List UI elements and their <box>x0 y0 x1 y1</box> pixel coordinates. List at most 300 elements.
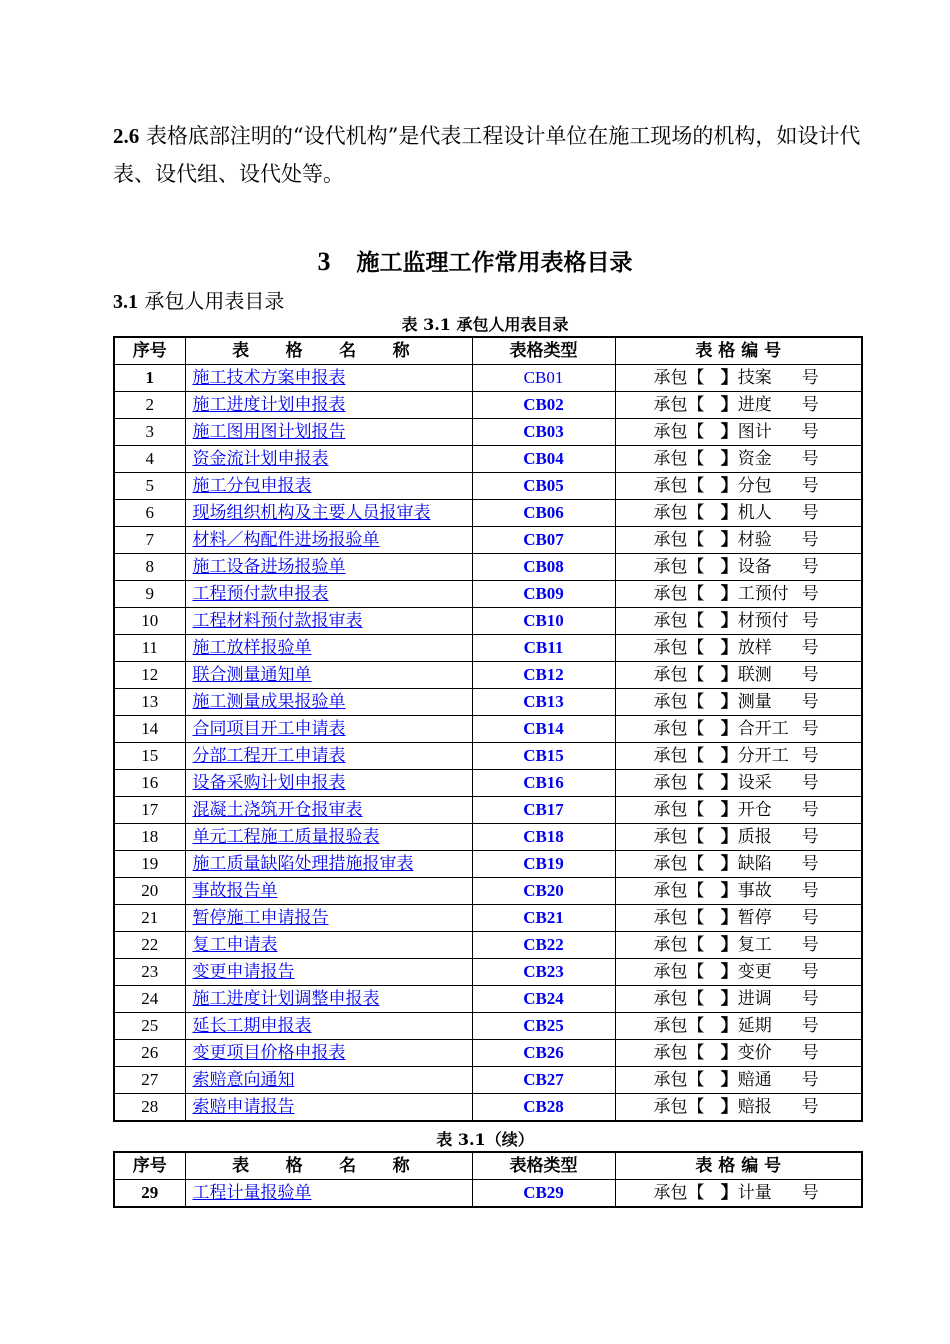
form-code <box>615 392 862 419</box>
row-name-cell <box>185 500 472 527</box>
code-suffix: 号 <box>801 800 819 820</box>
code-abbr: 赔报 <box>737 1097 772 1117</box>
code-abbr: 图计 <box>737 422 772 442</box>
form-name-link[interactable]: 施工测量成果报验单 <box>192 692 346 712</box>
form-type: CB22 <box>472 932 615 959</box>
form-name-link[interactable]: 单元工程施工质量报验表 <box>192 827 380 847</box>
code-bracket: 】 <box>720 422 738 442</box>
code-suffix: 号 <box>801 476 819 496</box>
table-row <box>114 689 862 716</box>
row-number: 7 <box>114 527 185 554</box>
code-bracket: 】 <box>720 638 738 658</box>
code-prefix: 承包【 <box>653 1043 705 1063</box>
table-row <box>114 797 862 824</box>
code-prefix: 承包【 <box>653 719 705 739</box>
code-prefix: 承包【 <box>653 800 705 820</box>
paragraph-2-6 <box>113 117 863 193</box>
code-bracket: 】 <box>720 395 738 415</box>
code-abbr: 联测 <box>737 665 772 685</box>
form-name-link[interactable]: 施工进度计划调整申报表 <box>192 989 380 1009</box>
table-caption: 表 3.1 承包人用表目录 <box>401 315 569 334</box>
row-name-cell <box>185 1094 472 1122</box>
table-row <box>114 419 862 446</box>
code-suffix: 号 <box>801 854 819 874</box>
subsection-number: 3.1 <box>113 291 138 313</box>
code-suffix: 号 <box>801 746 819 766</box>
code-abbr: 事故 <box>737 881 772 901</box>
code-prefix: 承包【 <box>653 908 705 928</box>
row-name-cell <box>185 932 472 959</box>
code-prefix: 承包【 <box>653 773 705 793</box>
form-type: CB23 <box>472 959 615 986</box>
form-name-link[interactable]: 施工分包申报表 <box>192 476 312 496</box>
row-name-cell <box>185 797 472 824</box>
code-suffix: 号 <box>801 908 819 928</box>
form-code <box>615 1067 862 1094</box>
section-heading <box>0 244 950 277</box>
header-name: 表 格 名 称 <box>185 337 472 365</box>
row-name-cell <box>185 878 472 905</box>
code-prefix: 承包【 <box>653 557 705 577</box>
form-name-link[interactable]: 合同项目开工申请表 <box>192 719 346 739</box>
row-name-cell <box>185 959 472 986</box>
form-code <box>615 662 862 689</box>
code-abbr: 变价 <box>737 1043 772 1063</box>
code-prefix: 承包【 <box>653 1183 705 1203</box>
table-row <box>114 1180 862 1208</box>
form-type: CB24 <box>472 986 615 1013</box>
row-number: 10 <box>114 608 185 635</box>
table-header-row <box>114 1152 862 1180</box>
code-bracket: 】 <box>720 692 738 712</box>
form-name-link[interactable]: 索赔申请报告 <box>192 1097 295 1117</box>
row-name-cell <box>185 527 472 554</box>
form-type: CB27 <box>472 1067 615 1094</box>
row-name-cell <box>185 905 472 932</box>
code-bracket: 】 <box>720 611 738 631</box>
form-name-link[interactable]: 设备采购计划申报表 <box>192 773 346 793</box>
form-code <box>615 770 862 797</box>
code-bracket: 】 <box>720 773 738 793</box>
table-row <box>114 851 862 878</box>
code-bracket: 】 <box>720 962 738 982</box>
row-number: 28 <box>114 1094 185 1122</box>
code-abbr: 复工 <box>737 935 772 955</box>
code-bracket: 】 <box>720 1183 738 1203</box>
header-code: 表 格 编 号 <box>615 1152 862 1180</box>
code-prefix: 承包【 <box>653 449 705 469</box>
form-name-link[interactable]: 施工质量缺陷处理措施报审表 <box>192 854 414 874</box>
form-code <box>615 1013 862 1040</box>
code-abbr: 分包 <box>737 476 772 496</box>
form-type: CB08 <box>472 554 615 581</box>
table-row <box>114 1094 862 1122</box>
form-code <box>615 1040 862 1067</box>
code-abbr: 放样 <box>737 638 772 658</box>
form-code <box>615 1180 862 1208</box>
row-number: 14 <box>114 716 185 743</box>
contractor-forms-table <box>113 336 863 1122</box>
row-number: 24 <box>114 986 185 1013</box>
code-prefix: 承包【 <box>653 935 705 955</box>
form-name-link[interactable]: 延长工期申报表 <box>192 1016 312 1036</box>
table-row <box>114 392 862 419</box>
code-bracket: 】 <box>720 854 738 874</box>
form-type: CB04 <box>472 446 615 473</box>
code-prefix: 承包【 <box>653 530 705 550</box>
code-suffix: 号 <box>801 584 819 604</box>
code-bracket: 】 <box>720 719 738 739</box>
form-name-link[interactable]: 施工进度计划申报表 <box>192 395 346 415</box>
table-row <box>114 500 862 527</box>
code-suffix: 号 <box>801 1097 819 1117</box>
code-prefix: 承包【 <box>653 422 705 442</box>
table-row <box>114 932 862 959</box>
row-name-cell <box>185 824 472 851</box>
code-suffix: 号 <box>801 692 819 712</box>
row-number: 1 <box>114 365 185 392</box>
table-row <box>114 770 862 797</box>
form-name-link[interactable]: 工程材料预付款报审表 <box>192 611 363 631</box>
form-name-link[interactable]: 联合测量通知单 <box>192 665 312 685</box>
code-suffix: 号 <box>801 935 819 955</box>
code-bracket: 】 <box>720 827 738 847</box>
row-number: 25 <box>114 1013 185 1040</box>
row-name-cell <box>185 635 472 662</box>
code-abbr: 材验 <box>737 530 772 550</box>
form-type: CB02 <box>472 392 615 419</box>
form-type: CB20 <box>472 878 615 905</box>
code-abbr: 工预付 <box>737 584 789 604</box>
code-bracket: 】 <box>720 908 738 928</box>
code-suffix: 号 <box>801 530 819 550</box>
form-name-link[interactable]: 分部工程开工申请表 <box>192 746 346 766</box>
code-bracket: 】 <box>720 557 738 577</box>
row-name-cell <box>185 608 472 635</box>
form-code <box>615 689 862 716</box>
row-number: 12 <box>114 662 185 689</box>
code-abbr: 开仓 <box>737 800 772 820</box>
row-number: 6 <box>114 500 185 527</box>
header-no: 序号 <box>114 1152 185 1180</box>
code-suffix: 号 <box>801 881 819 901</box>
row-number: 29 <box>114 1180 185 1208</box>
code-bracket: 】 <box>720 368 738 388</box>
form-code <box>615 365 862 392</box>
row-number: 11 <box>114 635 185 662</box>
code-bracket: 】 <box>720 1016 738 1036</box>
form-code <box>615 500 862 527</box>
form-name-link[interactable]: 复工申请表 <box>192 935 278 955</box>
row-number: 15 <box>114 743 185 770</box>
code-prefix: 承包【 <box>653 368 705 388</box>
form-type: CB12 <box>472 662 615 689</box>
form-name-link[interactable]: 变更申请报告 <box>192 962 295 982</box>
code-prefix: 承包【 <box>653 1070 705 1090</box>
row-name-cell <box>185 986 472 1013</box>
code-prefix: 承包【 <box>653 584 705 604</box>
code-bracket: 】 <box>720 881 738 901</box>
table-row <box>114 716 862 743</box>
form-code <box>615 878 862 905</box>
table-header-row <box>114 337 862 365</box>
code-prefix: 承包【 <box>653 962 705 982</box>
form-type: CB05 <box>472 473 615 500</box>
form-type: CB11 <box>472 635 615 662</box>
code-bracket: 】 <box>720 989 738 1009</box>
form-code <box>615 851 862 878</box>
code-abbr: 质报 <box>737 827 772 847</box>
row-number: 16 <box>114 770 185 797</box>
code-bracket: 】 <box>720 584 738 604</box>
row-number: 23 <box>114 959 185 986</box>
code-suffix: 号 <box>801 611 819 631</box>
header-type: 表格类型 <box>472 1152 615 1180</box>
form-name-link[interactable]: 事故报告单 <box>192 881 278 901</box>
code-bracket: 】 <box>720 530 738 550</box>
section-number: 3 <box>317 247 331 276</box>
form-type: CB15 <box>472 743 615 770</box>
code-bracket: 】 <box>720 1097 738 1117</box>
row-name-cell <box>185 716 472 743</box>
code-abbr: 变更 <box>737 962 772 982</box>
header-no: 序号 <box>114 337 185 365</box>
code-suffix: 号 <box>801 1043 819 1063</box>
code-prefix: 承包【 <box>653 1097 705 1117</box>
table-caption-continued: 表 3.1（续） <box>436 1130 534 1149</box>
code-suffix: 号 <box>801 1016 819 1036</box>
row-number: 5 <box>114 473 185 500</box>
form-code <box>615 959 862 986</box>
form-code <box>615 446 862 473</box>
row-name-cell <box>185 1067 472 1094</box>
form-code <box>615 473 862 500</box>
code-suffix: 号 <box>801 368 819 388</box>
code-prefix: 承包【 <box>653 827 705 847</box>
form-type: CB21 <box>472 905 615 932</box>
code-suffix: 号 <box>801 449 819 469</box>
row-name-cell <box>185 770 472 797</box>
form-type: CB26 <box>472 1040 615 1067</box>
code-abbr: 设备 <box>737 557 772 577</box>
form-type: CB06 <box>472 500 615 527</box>
code-suffix: 号 <box>801 665 819 685</box>
code-suffix: 号 <box>801 719 819 739</box>
code-suffix: 号 <box>801 1070 819 1090</box>
table-row <box>114 986 862 1013</box>
table-row <box>114 743 862 770</box>
code-prefix: 承包【 <box>653 989 705 1009</box>
row-name-cell <box>185 392 472 419</box>
code-abbr: 暂停 <box>737 908 772 928</box>
row-number: 22 <box>114 932 185 959</box>
code-prefix: 承包【 <box>653 611 705 631</box>
row-number: 8 <box>114 554 185 581</box>
code-abbr: 材预付 <box>737 611 789 631</box>
row-number: 3 <box>114 419 185 446</box>
row-name-cell <box>185 581 472 608</box>
code-abbr: 分开工 <box>737 746 789 766</box>
code-abbr: 合开工 <box>737 719 789 739</box>
table-row <box>114 554 862 581</box>
form-type: CB25 <box>472 1013 615 1040</box>
contractor-forms-table-continued <box>113 1151 863 1208</box>
code-prefix: 承包【 <box>653 881 705 901</box>
header-name: 表 格 名 称 <box>185 1152 472 1180</box>
form-name-link[interactable]: 工程计量报验单 <box>192 1183 312 1203</box>
code-abbr: 设采 <box>737 773 772 793</box>
row-name-cell <box>185 1180 472 1208</box>
form-code <box>615 743 862 770</box>
header-code: 表 格 编 号 <box>615 337 862 365</box>
row-name-cell <box>185 662 472 689</box>
form-name-link[interactable]: 材料／构配件进场报验单 <box>192 530 380 550</box>
code-abbr: 计量 <box>737 1183 772 1203</box>
code-bracket: 】 <box>720 1043 738 1063</box>
code-suffix: 号 <box>801 962 819 982</box>
code-suffix: 号 <box>801 638 819 658</box>
row-number: 21 <box>114 905 185 932</box>
form-name-link[interactable]: 工程预付款申报表 <box>192 584 329 604</box>
form-code <box>615 554 862 581</box>
row-number: 18 <box>114 824 185 851</box>
table-row <box>114 905 862 932</box>
code-prefix: 承包【 <box>653 854 705 874</box>
form-code <box>615 716 862 743</box>
form-code <box>615 824 862 851</box>
row-number: 4 <box>114 446 185 473</box>
code-abbr: 测量 <box>737 692 772 712</box>
table-row <box>114 365 862 392</box>
code-suffix: 号 <box>801 827 819 847</box>
form-type: CB13 <box>472 689 615 716</box>
form-type: CB19 <box>472 851 615 878</box>
code-suffix: 号 <box>801 1183 819 1203</box>
table-row <box>114 1040 862 1067</box>
row-number: 19 <box>114 851 185 878</box>
code-bracket: 】 <box>720 449 738 469</box>
form-code <box>615 527 862 554</box>
form-type: CB17 <box>472 797 615 824</box>
code-bracket: 】 <box>720 503 738 523</box>
table-row <box>114 446 862 473</box>
form-type: CB10 <box>472 608 615 635</box>
code-abbr: 进度 <box>737 395 772 415</box>
row-number: 13 <box>114 689 185 716</box>
row-name-cell <box>185 554 472 581</box>
table-row <box>114 608 862 635</box>
form-code <box>615 608 862 635</box>
code-prefix: 承包【 <box>653 395 705 415</box>
paragraph-number: 2.6 <box>113 124 140 148</box>
form-type: CB07 <box>472 527 615 554</box>
subsection-heading <box>113 285 284 314</box>
table-row <box>114 635 862 662</box>
row-name-cell <box>185 851 472 878</box>
form-name-link[interactable]: 混凝土浇筑开仓报审表 <box>192 800 363 820</box>
form-name-link[interactable]: 施工图用图计划报告 <box>192 422 346 442</box>
code-suffix: 号 <box>801 422 819 442</box>
form-name-link[interactable]: 变更项目价格申报表 <box>192 1043 346 1063</box>
code-abbr: 资金 <box>737 449 772 469</box>
table-row <box>114 824 862 851</box>
form-code <box>615 905 862 932</box>
form-name-link[interactable]: 施工放样报验单 <box>192 638 312 658</box>
form-code <box>615 1094 862 1122</box>
paragraph-text: 表格底部注明的“设代机构”是代表工程设计单位在施工现场的机构，如设计代表、设代组、设代处等。 <box>113 124 861 186</box>
code-abbr: 赔通 <box>737 1070 772 1090</box>
code-prefix: 承包【 <box>653 503 705 523</box>
subsection-title: 承包人用表目录 <box>144 289 285 313</box>
form-type: CB28 <box>472 1094 615 1122</box>
form-name-link[interactable]: 索赔意向通知 <box>192 1070 295 1090</box>
code-suffix: 号 <box>801 503 819 523</box>
table-row <box>114 1013 862 1040</box>
table-row <box>114 1067 862 1094</box>
code-prefix: 承包【 <box>653 665 705 685</box>
section-title: 施工监理工作常用表格目录 <box>356 249 633 276</box>
table-row <box>114 581 862 608</box>
row-number: 2 <box>114 392 185 419</box>
table-row <box>114 959 862 986</box>
code-bracket: 】 <box>720 1070 738 1090</box>
code-suffix: 号 <box>801 773 819 793</box>
code-prefix: 承包【 <box>653 746 705 766</box>
row-name-cell <box>185 1013 472 1040</box>
code-abbr: 技案 <box>737 368 772 388</box>
form-name-link[interactable]: 暂停施工申请报告 <box>192 908 329 928</box>
form-type: CB14 <box>472 716 615 743</box>
table-row <box>114 527 862 554</box>
row-name-cell <box>185 446 472 473</box>
code-prefix: 承包【 <box>653 692 705 712</box>
code-bracket: 】 <box>720 476 738 496</box>
form-code <box>615 635 862 662</box>
code-bracket: 】 <box>720 935 738 955</box>
code-prefix: 承包【 <box>653 1016 705 1036</box>
code-suffix: 号 <box>801 395 819 415</box>
form-code <box>615 581 862 608</box>
row-name-cell <box>185 743 472 770</box>
form-code <box>615 419 862 446</box>
form-type: CB16 <box>472 770 615 797</box>
table-row <box>114 662 862 689</box>
code-prefix: 承包【 <box>653 476 705 496</box>
form-code <box>615 986 862 1013</box>
code-bracket: 】 <box>720 746 738 766</box>
form-code <box>615 932 862 959</box>
form-type: CB01 <box>472 365 615 392</box>
code-abbr: 延期 <box>737 1016 772 1036</box>
form-name-link[interactable]: 现场组织机构及主要人员报审表 <box>192 503 431 523</box>
form-name-link[interactable]: 资金流计划申报表 <box>192 449 329 469</box>
code-prefix: 承包【 <box>653 638 705 658</box>
form-code <box>615 797 862 824</box>
row-number: 20 <box>114 878 185 905</box>
row-name-cell <box>185 689 472 716</box>
row-name-cell <box>185 419 472 446</box>
form-name-link[interactable]: 施工设备进场报验单 <box>192 557 346 577</box>
form-type: CB29 <box>472 1180 615 1208</box>
form-type: CB03 <box>472 419 615 446</box>
row-number: 9 <box>114 581 185 608</box>
code-abbr: 进调 <box>737 989 772 1009</box>
row-number: 17 <box>114 797 185 824</box>
code-bracket: 】 <box>720 800 738 820</box>
code-abbr: 机人 <box>737 503 772 523</box>
form-name-link[interactable]: 施工技术方案申报表 <box>192 368 346 388</box>
code-bracket: 】 <box>720 665 738 685</box>
